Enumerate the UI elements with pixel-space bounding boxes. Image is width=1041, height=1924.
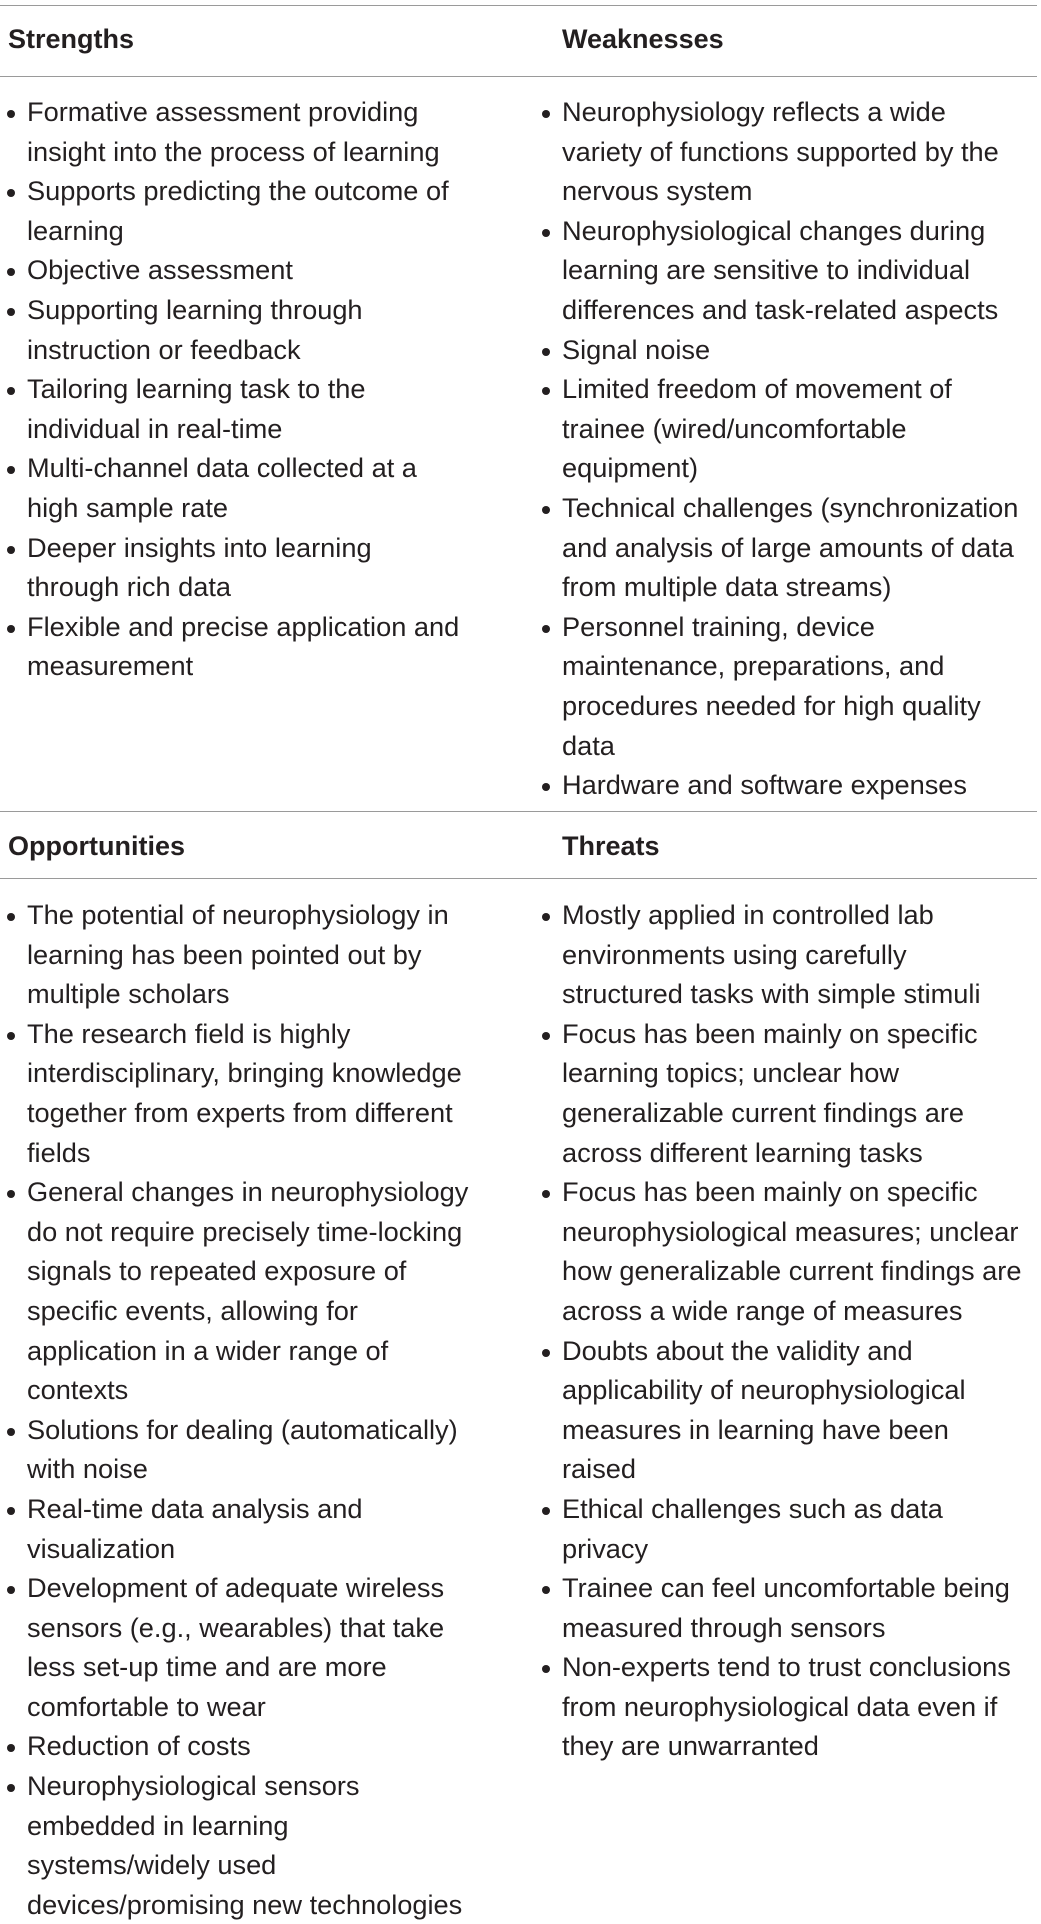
opportunities-item [0,1172,520,1410]
threats-item-line: Ethical challenges such as data [562,1492,943,1524]
weaknesses-item-line: from multiple data streams) [562,571,892,603]
strengths-item-line: high sample rate [27,491,228,523]
threats-item-line: measures in learning have been [562,1413,949,1445]
strengths-item-line: Supports predicting the outcome of [27,175,449,207]
threats-item-line: learning topics; unclear how [562,1057,900,1089]
threats-item [535,1331,1041,1489]
weaknesses-item [535,330,1041,370]
strengths-item [0,369,520,448]
weaknesses-list [535,92,1041,805]
top-rule [0,5,1037,6]
opportunities-item [0,1410,520,1489]
opportunities-item-line: visualization [27,1532,176,1564]
strengths-item-line: insight into the process of learning [27,135,440,167]
opportunities-heading: Opportunities [8,831,185,861]
strengths-item-line: Supporting learning through [27,293,363,325]
threats-item [535,1647,1041,1766]
threats-item-line: from neurophysiological data even if [562,1690,998,1722]
strengths-heading: Strengths [8,24,135,54]
threats-item-line: how generalizable current findings are [562,1255,1022,1287]
opportunities-item-line: The research field is highly [27,1017,351,1049]
strengths-item-line: Tailoring learning task to the [27,373,366,405]
opportunities-item-line: signals to repeated exposure of [27,1255,407,1287]
strengths-item [0,448,520,527]
opportunities-item-line: specific events, allowing for [27,1294,358,1326]
opportunities-item-line: together from experts from different [27,1096,453,1128]
threats-item-line: Mostly applied in controlled lab [562,899,934,930]
weaknesses-item-line: equipment) [562,452,699,484]
threats-item-line: Non-experts tend to trust conclusions [562,1651,1011,1683]
opportunities-item-line: Solutions for dealing (automatically) [27,1413,458,1445]
threats-item-line: measured through sensors [562,1611,886,1643]
threats-item [535,1489,1041,1568]
threats-item-line: Focus has been mainly on specific [562,1176,978,1208]
opportunities-item-line: comfortable to wear [27,1690,266,1722]
strengths-item [0,607,520,686]
weaknesses-item [535,369,1041,488]
opportunities-item-line: with noise [27,1453,148,1485]
weaknesses-item-line: learning are sensitive to individual [562,254,971,286]
threats-item-line: across a wide range of measures [562,1294,963,1326]
opportunities-item-line: application in a wider range of [27,1334,389,1366]
strengths-item-line: learning [27,214,124,246]
threats-item [535,1568,1041,1647]
threats-item-line: privacy [562,1532,649,1564]
weaknesses-item-line: nervous system [562,175,753,207]
opportunities-item [0,1726,520,1766]
threats-list [535,895,1041,1766]
strengths-item [0,290,520,369]
opportunities-item-line: The potential of neurophysiology in [27,899,449,930]
weaknesses-item-line: Neurophysiological changes during [562,214,986,246]
threats-item-line: neurophysiological measures; unclear [562,1215,1019,1247]
strengths-item-line: through rich data [27,571,232,603]
weaknesses-item-line: maintenance, preparations, and [562,650,945,682]
strengths-item-line: individual in real-time [27,412,283,444]
weaknesses-item-line: Limited freedom of movement of [562,373,952,405]
opportunities-item-line: Development of adequate wireless [27,1572,445,1604]
opportunities-item-line: fields [27,1136,91,1168]
opportunities-item-line: contexts [27,1374,129,1406]
threats-item-line: Doubts about the validity and [562,1334,913,1366]
opportunities-header-rule [0,878,1037,879]
weaknesses-item-line: differences and task-related aspects [562,293,999,325]
weaknesses-item-line: Hardware and software expenses [562,769,968,801]
threats-item-line: structured tasks with simple stimuli [562,978,981,1010]
threats-item-line: they are unwarranted [562,1730,819,1762]
threats-item-line: generalizable current findings are [562,1096,965,1128]
opportunities-item-line: devices/promising new technologies [27,1888,463,1920]
strengths-item-line: Objective assessment [27,254,293,286]
strengths-item [0,171,520,250]
threats-item-line: raised [562,1453,637,1485]
strengths-item-line: Multi-channel data collected at a [27,452,417,484]
weaknesses-item-line: Technical challenges (synchronization [562,491,1019,523]
strengths-item [0,250,520,290]
threats-item [535,1014,1041,1172]
weaknesses-item-line: Neurophysiology reflects a wide [562,96,946,127]
opportunities-item [0,1568,520,1726]
strengths-item-line: Formative assessment providing [27,96,419,127]
weaknesses-item-line: trainee (wired/uncomfortable [562,412,907,444]
threats-item-line: across different learning tasks [562,1136,923,1168]
opportunities-list [0,895,520,1924]
weaknesses-heading: Weaknesses [562,24,724,54]
opportunities-item [0,1014,520,1172]
weaknesses-item [535,765,1041,805]
weaknesses-item-line: and analysis of large amounts of data [562,531,1014,563]
strengths-header-rule [0,76,1037,77]
weaknesses-item [535,607,1041,765]
opportunities-item-line: Real-time data analysis and [27,1492,363,1524]
weaknesses-item [535,211,1041,330]
threats-heading: Threats [562,831,660,861]
threats-item-line: applicability of neurophysiological [562,1374,966,1406]
opportunities-item [0,1766,520,1924]
opportunities-item-line: Neurophysiological sensors [27,1770,360,1802]
threats-item [535,895,1041,1014]
strengths-item [0,528,520,607]
strengths-item-line: measurement [27,650,194,682]
opportunities-item-line: systems/widely used [27,1849,277,1881]
threats-item-line: Focus has been mainly on specific [562,1017,978,1049]
opportunities-item-line: learning has been pointed out by [27,938,422,970]
section-divider-rule [0,811,1037,812]
strengths-list [0,92,520,686]
opportunities-item-line: sensors (e.g., wearables) that take [27,1611,445,1643]
opportunities-item-line: embedded in learning [27,1809,289,1841]
weaknesses-item [535,488,1041,607]
opportunities-item [0,1489,520,1568]
weaknesses-item-line: data [562,729,615,761]
strengths-item-line: Flexible and precise application and [27,610,460,642]
weaknesses-item-line: Signal noise [562,333,711,365]
opportunities-item-line: multiple scholars [27,978,230,1010]
threats-item-line: Trainee can feel uncomfortable being [562,1572,1010,1604]
opportunities-item-line: interdisciplinary, bringing knowledge [27,1057,462,1089]
weaknesses-item-line: Personnel training, device [562,610,875,642]
weaknesses-item-line: procedures needed for high quality [562,689,981,721]
threats-item-line: environments using carefully [562,938,907,970]
weaknesses-item [535,92,1041,211]
opportunities-item-line: Reduction of costs [27,1730,251,1762]
strengths-item [0,92,520,171]
opportunities-item [0,895,520,1014]
weaknesses-item-line: variety of functions supported by the [562,135,999,167]
opportunities-item-line: less set-up time and are more [27,1651,387,1683]
threats-item [535,1172,1041,1330]
strengths-item-line: instruction or feedback [27,333,301,365]
strengths-item-line: Deeper insights into learning [27,531,372,563]
opportunities-item-line: General changes in neurophysiology [27,1176,469,1208]
opportunities-item-line: do not require precisely time-locking [27,1215,463,1247]
